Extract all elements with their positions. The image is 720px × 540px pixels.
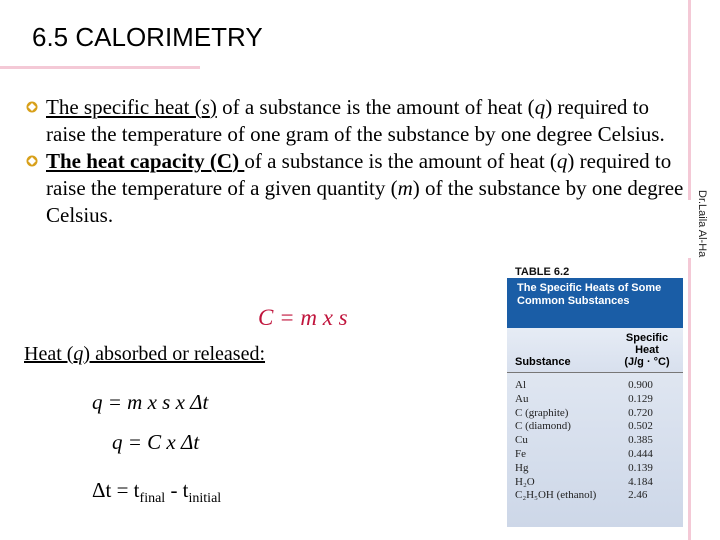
table-header-block — [507, 262, 683, 328]
table-row: Al 0.900 — [515, 379, 653, 391]
bullet-heat-capacity: The heat capacity (C) of a substance is the amount of heat (q) required to raise the temperature of a given quantity (m) of the substance by one degree Celsius. — [26, 148, 686, 229]
author-side-text: Dr.Laila Al-Ha — [696, 190, 708, 258]
column-header-substance: Substance — [515, 356, 571, 368]
table-row: C₂H₅OH (ethanol) 2.46 — [515, 489, 648, 502]
decorative-rail-right — [688, 0, 691, 200]
column-header-specific-heat: Specific Heat — [625, 332, 669, 356]
table-row: Cu 0.385 — [515, 434, 653, 447]
table-row: H₂O 4.184 — [515, 475, 653, 488]
table-number: TABLE 6.2 — [507, 262, 683, 278]
decorative-rail-right-lower — [688, 258, 691, 540]
heat-capacity-formula: C = m x s — [258, 305, 348, 330]
bullet1-term: The specific heat (s) — [46, 95, 217, 119]
table-row: C (diamond) 0.502 — [515, 420, 653, 433]
table-row: Fe 0.444 — [515, 447, 653, 460]
delta-t-equation: $\Delta t = t_{final} - t_{initial}$ — [92, 478, 222, 507]
bullet2-term: The heat capacity (C) — [46, 149, 245, 173]
table-title: The Specific Heats of Some Common Substances — [517, 282, 662, 307]
bullet-diamond-icon — [26, 101, 38, 113]
table-row: Hg 0.139 — [515, 461, 653, 474]
heat-equation-capacity: q = C x Δt — [112, 430, 200, 454]
table-row: C (graphite) 0.720 — [515, 406, 653, 419]
heat-equation-specific: q = m x s x Δt — [92, 390, 209, 414]
table-body — [507, 373, 683, 527]
specific-heat-table — [507, 262, 683, 520]
heat-absorbed-label: Heat (q) absorbed or released: — [24, 343, 266, 365]
bullet-specific-heat: The specific heat (s) of a substance is the amount of heat (q) required to raise the temperature of one gram of the substance by one degree Celsius. — [26, 94, 686, 148]
slide-title: 6.5 CALORIMETRY — [32, 22, 263, 52]
bullet-diamond-icon — [26, 155, 38, 167]
column-header-units: (J/g · °C) — [624, 356, 670, 368]
bullet-list — [26, 94, 686, 229]
table-row: Au 0.129 — [515, 392, 653, 405]
table-column-headers — [507, 328, 683, 373]
decorative-rail-top — [0, 66, 200, 69]
